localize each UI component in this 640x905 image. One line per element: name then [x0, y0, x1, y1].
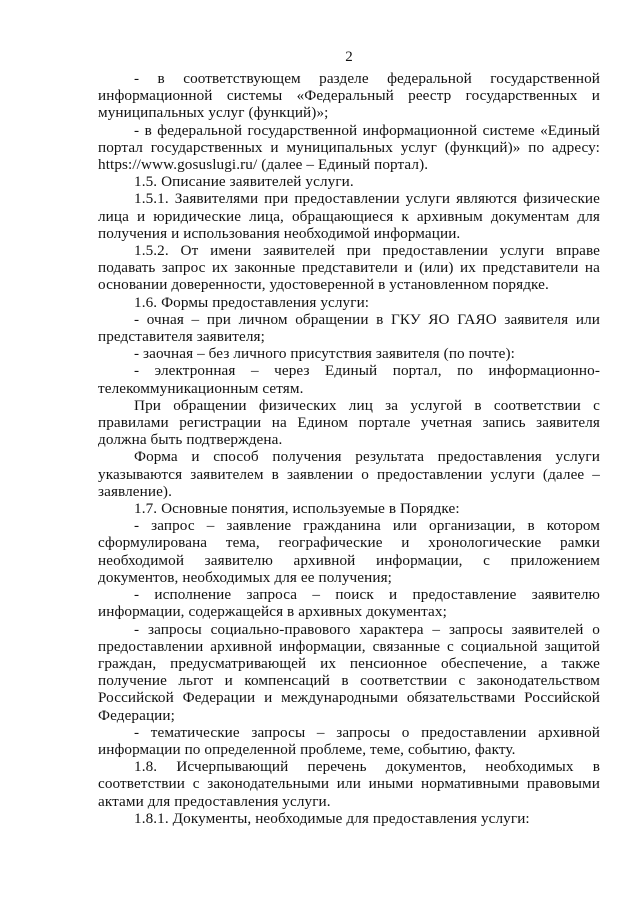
paragraph: 1.8.1. Документы, необходимые для предоставления услуги: — [134, 809, 530, 827]
paragraph: - исполнение запроса – поиск и предоставление заявителю информации, содержащейся в архивных документах; — [98, 586, 600, 621]
paragraph: - тематические запросы – запросы о предоставлении архивной информации по определенной проблеме, теме, событию, факту. — [98, 723, 600, 758]
paragraph: 1.8. Исчерпывающий перечень документов, необходимых в соответствии с законодательными или иными нормативными правовыми актами для предоставления услуги. — [98, 758, 600, 810]
page-number: 2 — [345, 49, 353, 65]
paragraph: - запрос – заявление гражданина или организации, в котором сформулирована тема, географические и хронологические рамки необходимой заявителю архивной информации, с приложением документов, необходимых для ее получения; — [98, 517, 600, 586]
paragraph: - в соответствующем разделе федеральной государственной информационной системы «Федеральный реестр государственных и муниципальных услуг (функций)»; — [98, 70, 600, 122]
paragraph: 1.7. Основные понятия, используемые в Порядке: — [134, 500, 460, 518]
paragraph: 1.5. Описание заявителей услуги. — [134, 173, 354, 191]
document-body — [98, 70, 600, 827]
paragraph: 1.5.1. Заявителями при предоставлении услуги являются физические лица и юридические лица, обращающиеся к архивным документам для получения и использования необходимой информации. — [98, 190, 600, 242]
paragraph: При обращении физических лиц за услугой в соответствии с правилами регистрации на Едином портале учетная запись заявителя должна быть подтверждена. — [98, 396, 600, 449]
paragraph: Форма и способ получения результата предоставления услуги указываются заявителем в заявлении о предоставлении услуги (далее – заявление). — [98, 448, 600, 500]
paragraph: - электронная – через Единый портал, по информационно-телекоммуникационным сетям. — [98, 362, 600, 397]
paragraph: - запросы социально-правового характера – запросы заявителей о предоставлении архивной информации, связанные с социальной защитой граждан, предусматривающей их пенсионное обеспечение, а также получение льгот и компенсаций в соответствии с законодательством Российской Федерации и международными обязательствами Российской Федерации; — [98, 620, 600, 724]
paragraph: - заочная – без личного присутствия заявителя (по почте): — [134, 345, 515, 363]
paragraph: 1.6. Формы предоставления услуги: — [134, 293, 370, 311]
paragraph: - в федеральной государственной информационной системе «Единый портал государственных и муниципальных услуг (функций)» по адресу: https://www.gosuslugi.ru/ (далее – Единый портал). — [98, 121, 600, 174]
paragraph: 1.5.2. От имени заявителей при предоставлении услуги вправе подавать запрос их законные представители и (или) их представители на основании доверенности, удостоверенной в установленном порядке. — [98, 242, 600, 294]
paragraph: - очная – при личном обращении в ГКУ ЯО ГАЯО заявителя или представителя заявителя; — [98, 310, 600, 346]
